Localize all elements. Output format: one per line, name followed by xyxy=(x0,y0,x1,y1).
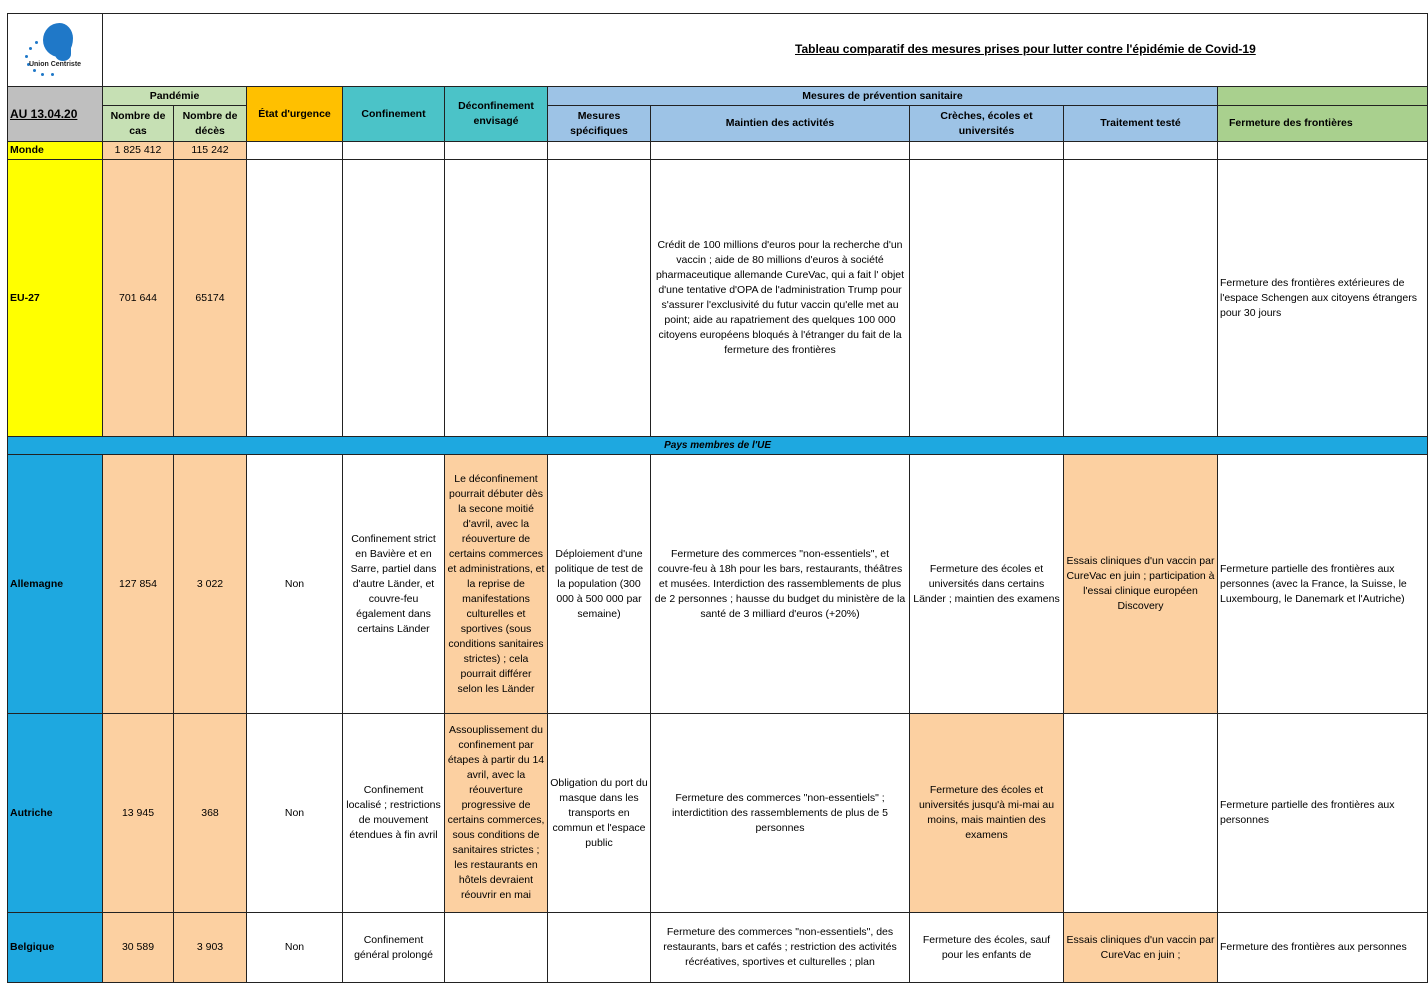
belgique-confinement: Confinement général prolongé xyxy=(343,913,445,983)
header-deconfinement: Déconfinement envisagé xyxy=(445,87,548,142)
allemagne-deconfinement: Le déconfinement pourrait débuter dès la secone moitié d'avril, avec la réouverture de certains commerces et administrations, et la reprise de manifestations culturelles et sportives (sous conditions sanitaires strictes) ; cela pourrait différer selon les Länder xyxy=(445,455,548,714)
allemagne-confinement: Confinement strict en Bavière et en Sarre, partiel dans d'autre Länder, et couvre-feu également dans certains Länder xyxy=(343,455,445,714)
belgique-cas: 30 589 xyxy=(103,913,174,983)
autriche-cas: 13 945 xyxy=(103,714,174,913)
header-cas: Nombre de cas xyxy=(103,106,174,142)
row-name-eu27: EU-27 xyxy=(8,160,103,437)
title-cell xyxy=(103,14,1428,87)
monde-deces: 115 242 xyxy=(174,142,247,160)
monde-cas: 1 825 412 xyxy=(103,142,174,160)
header-deces: Nombre de décès xyxy=(174,106,247,142)
row-name-belgique: Belgique xyxy=(8,913,103,983)
section-separator: Pays membres de l'UE xyxy=(8,437,1428,455)
header-maintien: Maintien des activités xyxy=(651,106,910,142)
belgique-fermeture: Fermeture des frontières aux personnes xyxy=(1218,913,1428,983)
autriche-etat: Non xyxy=(247,714,343,913)
allemagne-traitement: Essais cliniques d'un vaccin par CureVac en juin ; participation à l'essai clinique européen Discovery xyxy=(1064,455,1218,714)
belgique-deces: 3 903 xyxy=(174,913,247,983)
belgique-maintien: Fermeture des commerces "non-essentiels", des restaurants, bars et cafés ; restriction des activités récréatives, sportives et culturelles ; plan xyxy=(651,913,910,983)
page-title: Tableau comparatif des mesures prises pour lutter contre l'épidémie de Covid-19 xyxy=(795,42,1256,56)
belgique-etat: Non xyxy=(247,913,343,983)
header-etat-urgence: État d'urgence xyxy=(247,87,343,142)
allemagne-etat: Non xyxy=(247,455,343,714)
autriche-fermeture: Fermeture partielle des frontières aux personnes xyxy=(1218,714,1428,913)
allemagne-creches: Fermeture des écoles et universités dans certains Länder ; maintien des examens xyxy=(910,455,1064,714)
comparison-table xyxy=(7,13,1428,983)
allemagne-deces: 3 022 xyxy=(174,455,247,714)
autriche-deconfinement: Assouplissement du confinement par étapes à partir du 14 avril, avec la réouverture progressive de certains commerces, sous conditions de sanitaires strictes ; les restaurants en hôtels devraient réouvrir en mai xyxy=(445,714,548,913)
header-creches: Crèches, écoles et universités xyxy=(910,106,1064,142)
eu27-fermeture: Fermeture des frontières extérieures de l'espace Schengen aux citoyens étrangers pour 30 jours xyxy=(1218,160,1428,437)
header-prevention: Mesures de prévention sanitaire xyxy=(548,87,1218,106)
header-traitement: Traitement testé xyxy=(1064,106,1218,142)
autriche-confinement: Confinement localisé ; restrictions de mouvement étendues à fin avril xyxy=(343,714,445,913)
eu27-deces: 65174 xyxy=(174,160,247,437)
header-mesures-specifiques: Mesures spécifiques xyxy=(548,106,651,142)
header-pandemie: Pandémie xyxy=(103,87,247,106)
autriche-creches: Fermeture des écoles et universités jusqu'à mi-mai au moins, mais maintien des examens xyxy=(910,714,1064,913)
belgique-traitement: Essais cliniques d'un vaccin par CureVac en juin ; xyxy=(1064,913,1218,983)
autriche-deces: 368 xyxy=(174,714,247,913)
header-group-right xyxy=(1218,87,1428,106)
logo-cell xyxy=(8,14,103,87)
header-fermeture: Fermeture des frontières xyxy=(1218,106,1428,142)
date-label: AU 13.04.20 xyxy=(8,87,103,142)
logo-text: Union Centriste xyxy=(28,61,82,68)
header-confinement: Confinement xyxy=(343,87,445,142)
row-name-allemagne: Allemagne xyxy=(8,455,103,714)
allemagne-maintien: Fermeture des commerces "non-essentiels", et couvre-feu à 18h pour les bars, restaurants, théâtres et musées. Interdiction des rassemblements de plus de 2 personnes ; hausse du budget du ministère de la santé de 3 milliard d'euros (+20%) xyxy=(651,455,910,714)
union-centriste-logo xyxy=(15,17,95,83)
eu27-cas: 701 644 xyxy=(103,160,174,437)
allemagne-fermeture: Fermeture partielle des frontières aux personnes (avec la France, la Suisse, le Luxembourg, le Danemark et l'Autriche) xyxy=(1218,455,1428,714)
allemagne-cas: 127 854 xyxy=(103,455,174,714)
belgique-creches: Fermeture des écoles, sauf pour les enfants de xyxy=(910,913,1064,983)
row-name-autriche: Autriche xyxy=(8,714,103,913)
eu27-maintien: Crédit de 100 millions d'euros pour la recherche d'un vaccin ; aide de 80 millions d'euros à société pharmaceutique allemande CureVac, qui a fait l' objet d'une tentative d'OPA de l'administration Trump pour s'assurer l'exclusivité du futur vaccin qu'elle met au point; aide au rapatriement des quelques 100 000 citoyens européens bloqués à l'étranger du fait de la fermeture des frontières xyxy=(651,160,910,437)
allemagne-mesures: Déploiement d'une politique de test de la population (300 000 à 500 000 par semaine) xyxy=(548,455,651,714)
row-name-monde: Monde xyxy=(8,142,103,160)
autriche-mesures: Obligation du port du masque dans les transports en commun et l'espace public xyxy=(548,714,651,913)
autriche-maintien: Fermeture des commerces "non-essentiels" ; interdictition des rassemblements de plus de 5 personnes xyxy=(651,714,910,913)
